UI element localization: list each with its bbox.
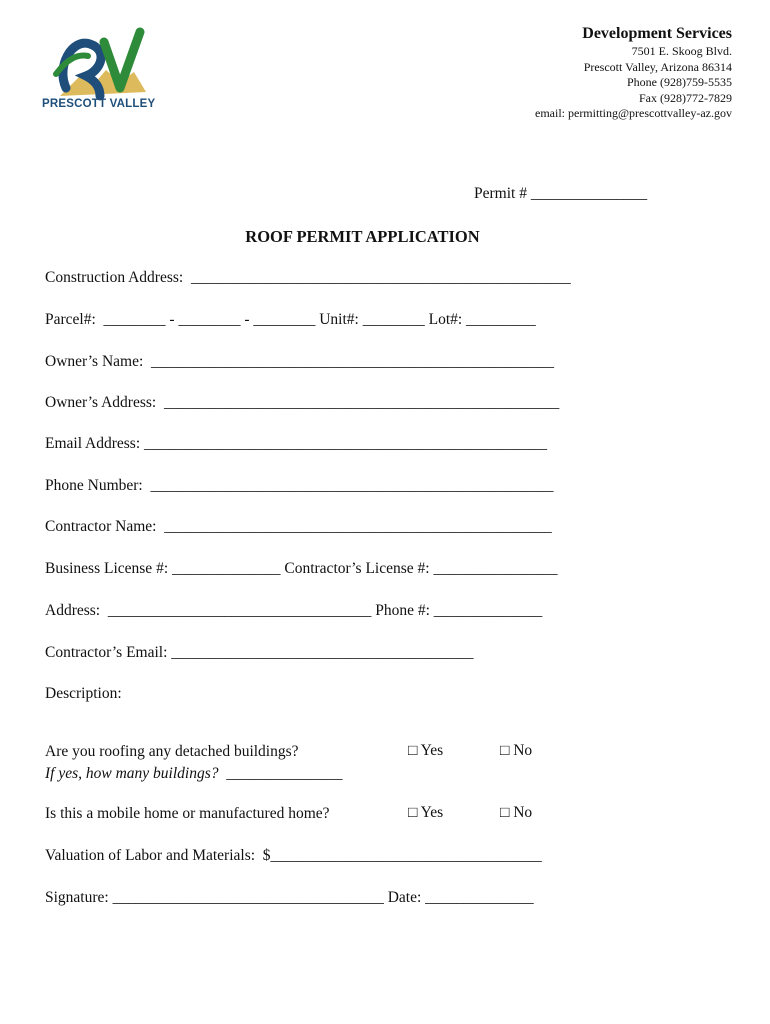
business-license-field[interactable]: Business License #: ______________ Contractor’s License #: ________________ (45, 560, 558, 577)
contractor-address-phone-field[interactable]: Address: __________________________________ Phone #: ______________ (45, 602, 543, 619)
detached-buildings-question: Are you roofing any detached buildings? (45, 743, 299, 760)
department-name: Development Services (582, 25, 732, 42)
owners-name-field[interactable]: Owner’s Name: ____________________________________________________ (45, 353, 555, 370)
parcel-unit-lot-field[interactable]: Parcel#: ________ - ________ - ________ Unit#: ________ Lot#: _________ (45, 311, 536, 328)
valuation-field[interactable]: Valuation of Labor and Materials: $___________________________________ (45, 847, 542, 864)
mobile-yes-checkbox[interactable]: □ Yes (408, 804, 444, 821)
mobile-no-checkbox[interactable]: □ No (500, 804, 533, 821)
page-title: ROOF PERMIT APPLICATION (245, 227, 480, 246)
contractor-email-field[interactable]: Contractor’s Email: _______________________________________ (45, 644, 474, 661)
description-label: Description: (45, 685, 122, 702)
fax-number: Fax (928)772-7829 (639, 90, 732, 105)
detached-count-field[interactable]: If yes, how many buildings? _______________ (45, 765, 343, 782)
city-state-zip: Prescott Valley, Arizona 86314 (583, 59, 732, 74)
permit-number-field[interactable]: Permit # _______________ (474, 185, 648, 202)
phone-number-field[interactable]: Phone Number: ____________________________________________________ (45, 477, 554, 494)
email-link[interactable]: email: permitting@prescottvalley-az.gov (535, 106, 732, 120)
email-address-field[interactable]: Email Address: ____________________________________________________ (45, 435, 548, 452)
phone-number: Phone (928)759-5535 (627, 75, 732, 89)
detached-no-checkbox[interactable]: □ No (500, 742, 533, 759)
contractor-name-field[interactable]: Contractor Name: __________________________________________________ (45, 518, 552, 535)
logo-text: PRESCOTT VALLEY (42, 98, 156, 110)
contact-block (535, 24, 732, 122)
signature-date-field[interactable]: Signature: ___________________________________ Date: ______________ (45, 889, 534, 906)
mobile-home-question: Is this a mobile home or manufactured home? (45, 805, 330, 822)
detached-yes-checkbox[interactable]: □ Yes (408, 742, 444, 759)
owners-address-field[interactable]: Owner’s Address: ___________________________________________________ (45, 394, 560, 411)
construction-address-field[interactable]: Construction Address: _________________________________________________ (45, 269, 571, 286)
street-address: 7501 E. Skoog Blvd. (631, 44, 732, 58)
